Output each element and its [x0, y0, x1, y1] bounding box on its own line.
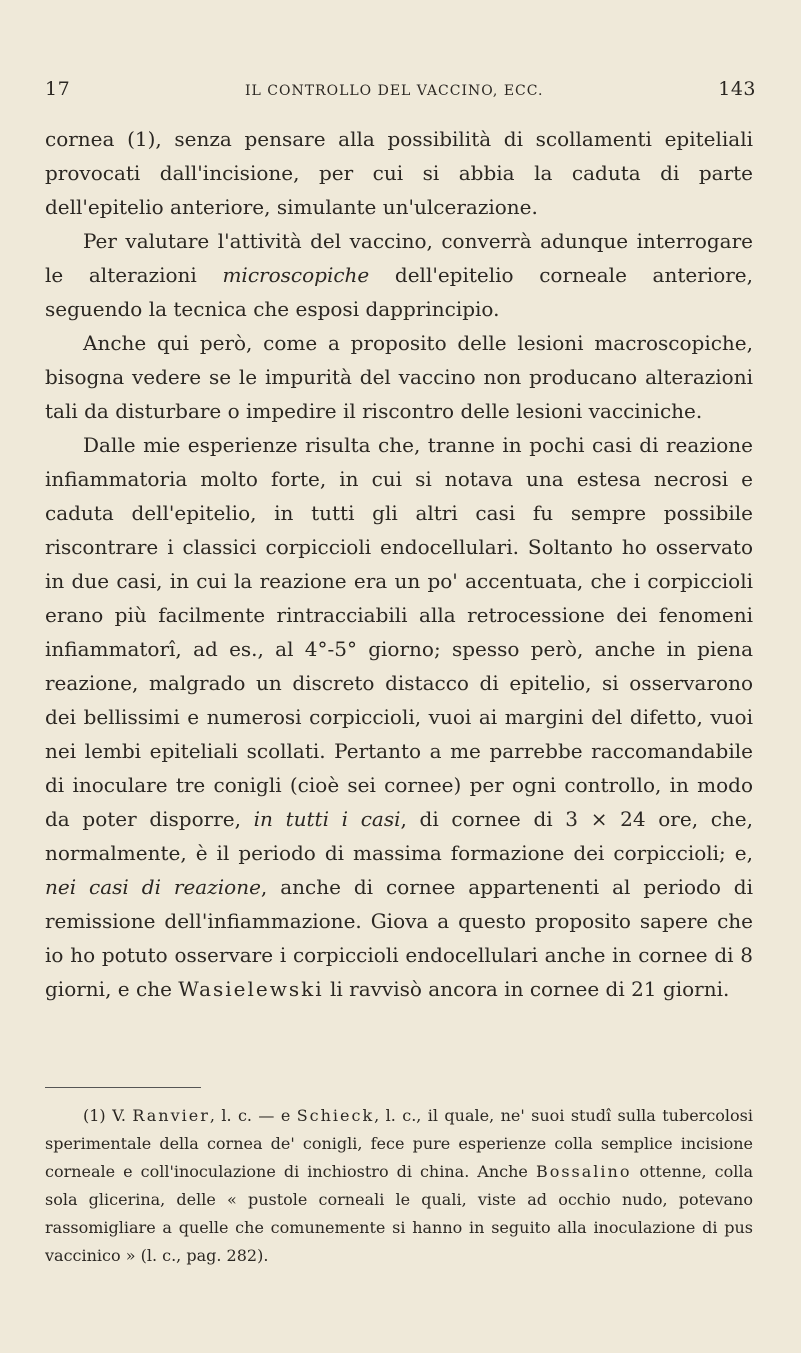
text-run: cornea (1), senza pensare alla possibilità di scollamenti epiteliali provocati dall'incisione, per cui si abbia la caduta di parte dell'epitelio anteriore, simulante un'ulcerazione. — [45, 127, 753, 219]
text-run: Dalle mie esperienze risulta che, tranne in pochi casi di reazione infiammatoria molto forte, in cui si notava una estesa necrosi e caduta dell'epitelio, in tutti gli altri casi fu sempre possibile riscontrare i classici corpiccioli endocellulari. Soltanto ho osservato in due casi, in cui la reazione era un po' accentuata, che i corpiccioli erano più facilmente rintracciabili alla retrocessione dei fenomeni infiammatorî, ad es., al 4°-5° giorno; spesso però, anche in piena reazione, malgrado un discreto distacco di epitelio, si osservarono dei bellissimi e numerosi corpiccioli, vuoi ai margini del difetto, vuoi nei lembi epiteliali scollati. Pertanto a me parrebbe raccomandabile di inoculare tre conigli (cioè sei cornee) per ogni controllo, in modo da poter disporre, — [45, 433, 753, 831]
text-run: dell'epitelio corneale anteriore, seguendo la tecnica che esposi dapprincipio. — [45, 263, 753, 321]
running-title: IL CONTROLLO DEL VACCINO, ECC. — [245, 83, 544, 99]
italic-run: nei casi di reazione — [45, 875, 261, 899]
paragraph — [45, 224, 753, 326]
paragraph — [45, 326, 753, 428]
spaced-name: Bossalino — [535, 1162, 632, 1181]
paragraph — [45, 122, 753, 224]
text-run: Per valutare l'attività del vaccino, converrà adunque interrogare le alterazioni — [45, 229, 753, 287]
text-run: li ravvisò ancora in cornee di 21 giorni. — [323, 977, 730, 1001]
body-text — [45, 122, 753, 1006]
italic-run: microscopiche — [222, 263, 370, 287]
text-run: ottenne, colla sola glicerina, delle « pustole corneali le quali, viste ad occhio nudo, potevano rassomigliare a quelle che comunemente si hanno in seguito alla inoculazione di pus vaccinico » (l. c., pag. 282). — [45, 1162, 754, 1265]
spaced-name: Ranvier — [132, 1106, 210, 1125]
spaced-name: Schieck — [296, 1106, 375, 1125]
paragraph — [45, 428, 753, 1006]
footnote-divider — [45, 1087, 201, 1088]
footnote-paragraph — [45, 1102, 753, 1270]
text-run: Anche qui però, come a proposito delle lesioni macroscopiche, bisogna vedere se le impurità del vaccino non producano alterazioni tali da disturbare o impedire il riscontro delle lesioni vacciniche. — [45, 331, 753, 423]
footnote — [45, 1102, 753, 1270]
text-run: , l. c., il quale, ne' suoi studî sulla tubercolosi sperimentale della cornea de' conigli, fece pure esperienze colla semplice incisione corneale e coll'inoculazione di inchiostro di china. Anche — [45, 1106, 754, 1181]
running-header — [45, 78, 756, 100]
text-run: , di cornee di 3 × 24 ore, che, normalmente, è il periodo di massima formazione dei corpiccioli; e, — [45, 807, 753, 865]
text-run: , anche di cornee appartenenti al periodo di remissione dell'infiammazione. Giova a questo proposito sapere che io ho potuto osservare i corpiccioli endocellulari anche in cornee di 8 giorni, e che — [45, 875, 754, 1001]
text-run: , l. c. — e — [209, 1106, 297, 1125]
left-page-number: 17 — [45, 78, 71, 100]
right-page-number: 143 — [718, 78, 756, 100]
italic-run: in tutti i casi — [253, 807, 401, 831]
text-run: (1) V. — [83, 1106, 133, 1125]
spaced-name: Wasielewski — [178, 977, 324, 1001]
